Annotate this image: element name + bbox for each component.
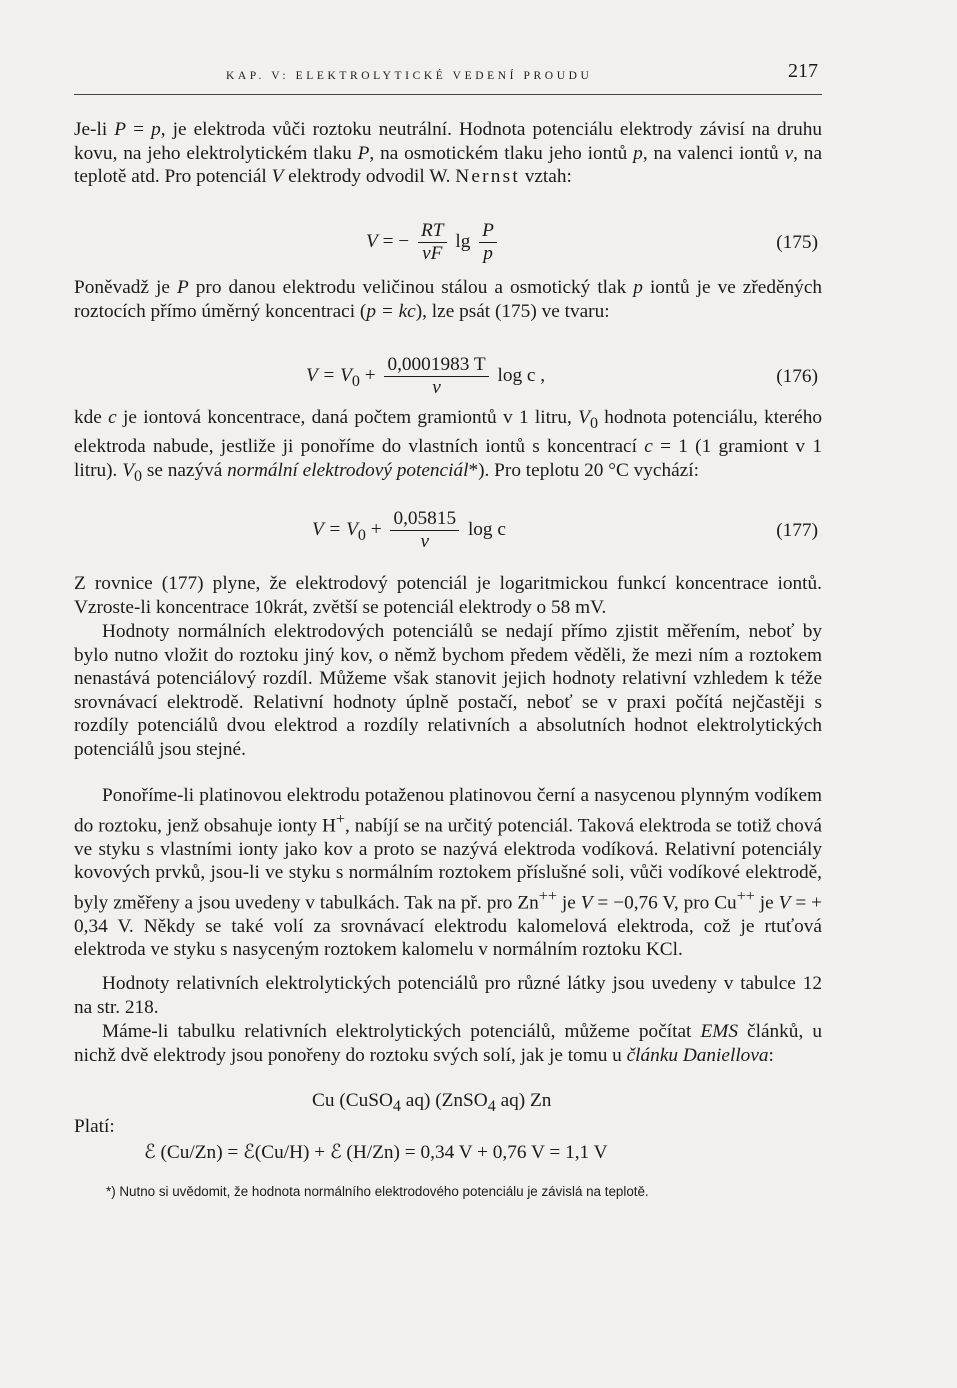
footnote: *) Nutno si uvědomit, že hodnota normálního elektrodového potenciálu je závislá na teplotě. — [106, 1184, 649, 1199]
paragraph-6: Ponoříme-li platinovou elektrodu potaženou platinovou černí a nasycenou plynným vodíkem do roztoku, jenž obsahuje ionty H+, nabíjí se na určitý potenciál. Taková elektroda se totiž chová ve styku s vlastními ionty jako kov a proto se nazývá elektroda vodíková. Relativní potenciály kovových prvků, jsou-li ve styku s normálním roztokem příslušné soli, vůči vodíkové elektrodě, byly změřeny a jsou uvedeny v tabulkách. Tak na př. pro Zn++ je V = −0,76 V, pro Cu++ je V = + 0,34 V. Někdy se také volí za srovnávací elektrodu kalomelová elektroda, což je rtuťová elektroda ve styku s nasyceným roztokem kalomelu v normálním roztoku KCl. — [74, 785, 823, 961]
paragraph-1: Je-li P = p, je elektroda vůči roztoku neutrální. Hodnota potenciálu elektrody závisí na druhu kovu, na jeho elektrolytickém tlaku P, na osmotickém tlaku jeho iontů p, na valenci iontů v, na teplotě atd. Pro potenciál V elektrody odvodil W. Nernst vztah: — [74, 119, 822, 188]
page-header — [74, 58, 822, 95]
page-number: 217 — [788, 60, 818, 82]
equation-number: (177) — [776, 520, 818, 541]
emphasis-term: normální elektrodový potenciál — [227, 460, 469, 482]
paragraph-2: Poněvadž je P pro danou elektrodu veličinou stálou a osmotický tlak p iontů je ve zředěných roztocích přímo úměrný koncentraci (p = kc), lze psát (175) ve tvaru: — [74, 277, 823, 322]
equation-number: (175) — [776, 232, 818, 253]
author-name: Nernst — [455, 166, 520, 188]
equation-176: $V = V_0$ + $\frac{0,0001983 T}{v}$ log c , (176) — [306, 354, 818, 398]
equation-number: (176) — [776, 366, 818, 387]
emf-equation: ℰ (Cu/Zn) = ℰ(Cu/H) + ℰ (H/Zn) = 0,34 V + 0,76 V = 1,1 V — [144, 1142, 608, 1163]
paragraph-4: Z rovnice (177) plyne, že elektrodový potenciál je logaritmickou funkcí koncentrace iontů. Vzroste-li koncentrace 10krát, zvětší se potenciál elektrody o 58 mV. — [74, 573, 822, 618]
paragraph-5: Hodnoty normálních elektrodových potenciálů se nedají přímo zjistit měřením, neboť by bylo nutno vložit do roztoku jiný kov, o němž bychom předem věděli, že mezi ním a roztokem nenastává potenciálový rozdíl. Můžeme však stanovit jejich hodnoty relativní vzhledem k téže srovnávací elektrodě. Relativní hodnoty úplně postačí, neboť se v praxi počítá nejčastěji s rozdíly potenciálů dvou elektrod a rozdíly relativních a absolutních hodnot elektrolytických potenciálů jsou stejné. — [74, 621, 822, 760]
running-head: KAP. V: ELEKTROLYTICKÉ VEDENÍ PROUDU — [226, 70, 593, 82]
equation-175: V = − $\frac{RT}{vF}$ lg $\frac{P}{p}$ (175) — [366, 220, 818, 264]
paragraph-7: Hodnoty relativních elektrolytických potenciálů pro různé látky jsou uvedeny v tabulce 12 na str. 218. — [74, 973, 822, 1018]
paragraph-8: Máme-li tabulku relativních elektrolytických potenciálů, můžeme počítat EMS článků, u nichž dvě elektrody jsou ponořeny do roztoku svých solí, jak je tomu u článku Daniellova: — [74, 1021, 822, 1066]
emphasis-term: článku Daniellova — [626, 1044, 769, 1066]
cell-notation: Cu (CuSO$_4$ aq) (ZnSO$_4$ aq) Zn — [312, 1090, 552, 1115]
equation-177: $V = V_0$ + $\frac{0,05815}{v}$ log c (177) — [312, 508, 818, 552]
plati-label: Platí: — [74, 1116, 115, 1137]
paragraph-3: kde c je iontová koncentrace, daná počtem gramiontů v 1 litru, $V_0$ hodnota potenciálu, kterého elektroda nabude, jestliže ji ponoříme do vlastních iontů s koncentrací c = 1 (1 gramiont v 1 litru). $V_0$ se nazývá normální elektrodový potenciál*). Pro teplotu 20 °C vychází: — [74, 407, 822, 485]
